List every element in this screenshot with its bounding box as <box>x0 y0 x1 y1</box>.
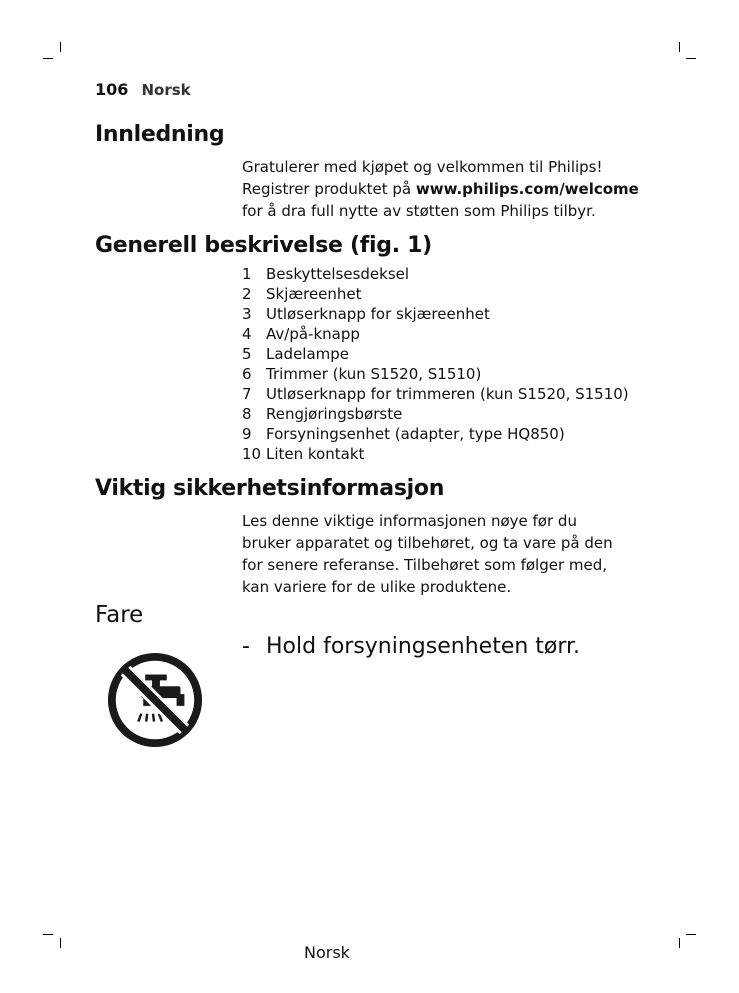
crop-mark <box>60 938 61 948</box>
list-item <box>242 324 629 344</box>
list-item-text: Trimmer (kun S1520, S1510) <box>266 365 482 383</box>
no-water-icon <box>106 651 204 749</box>
intro-line: for å dra full nytte av støtten som Philips tilbyr. <box>242 202 596 220</box>
header-language: Norsk <box>141 81 191 99</box>
list-item <box>242 304 629 324</box>
list-item-number: 5 <box>242 345 252 363</box>
crop-mark <box>43 934 53 935</box>
list-item-number: 3 <box>242 305 252 323</box>
list-item-number: 4 <box>242 325 252 343</box>
list-item-number: 6 <box>242 365 252 383</box>
intro-register-text: Registrer produktet på <box>242 180 416 198</box>
crop-mark <box>686 934 696 935</box>
list-item <box>242 384 629 404</box>
list-item <box>242 444 629 464</box>
list-item-text: Utløserknapp for trimmeren (kun S1520, S1510) <box>266 385 629 403</box>
crop-mark <box>60 42 61 52</box>
page-footer: Norsk <box>304 943 350 962</box>
intro-line <box>242 178 639 200</box>
page-number: 106 <box>95 80 129 99</box>
safety-paragraph <box>242 510 613 598</box>
general-heading: Generell beskrivelse (fig. 1) <box>95 233 432 258</box>
list-item-number: 10 <box>242 445 262 463</box>
list-item <box>242 404 629 424</box>
list-item-text: Beskyttelsesdeksel <box>266 265 410 283</box>
list-item-text: Skjæreenhet <box>266 285 362 303</box>
list-item <box>242 284 629 304</box>
list-item <box>242 364 629 384</box>
safety-line: for senere referanse. Tilbehøret som følger med, <box>242 556 608 574</box>
crop-mark <box>686 58 696 59</box>
philips-url-link[interactable]: www.philips.com/welcome <box>415 180 639 198</box>
page-header <box>95 80 191 99</box>
danger-dash: - <box>242 634 250 659</box>
safety-line: bruker apparatet og tilbehøret, og ta vare på den <box>242 534 613 552</box>
list-item-text: Liten kontakt <box>266 445 365 463</box>
list-item-number: 8 <box>242 405 252 423</box>
safety-heading: Viktig sikkerhetsinformasjon <box>95 476 445 501</box>
list-item-number: 9 <box>242 425 252 443</box>
list-item-number: 7 <box>242 385 252 403</box>
list-item-text: Utløserknapp for skjæreenhet <box>266 305 490 323</box>
list-item <box>242 424 629 444</box>
crop-mark <box>679 42 680 52</box>
intro-line: Gratulerer med kjøpet og velkommen til Philips! <box>242 158 603 176</box>
danger-item <box>242 634 580 659</box>
list-item-text: Av/på-knapp <box>266 325 360 343</box>
crop-mark <box>679 938 680 948</box>
crop-mark <box>43 58 53 59</box>
safety-line: Les denne viktige informasjonen nøye før du <box>242 512 577 530</box>
intro-paragraph <box>242 156 639 222</box>
safety-line: kan variere for de ulike produktene. <box>242 578 512 596</box>
list-item-text: Ladelampe <box>266 345 350 363</box>
list-item <box>242 264 629 284</box>
list-item-text: Forsyningsenhet (adapter, type HQ850) <box>266 425 565 443</box>
list-item-number: 2 <box>242 285 252 303</box>
danger-heading: Fare <box>95 602 144 628</box>
intro-heading: Innledning <box>95 122 225 147</box>
list-item <box>242 344 629 364</box>
parts-list <box>242 264 629 464</box>
list-item-text: Rengjøringsbørste <box>266 405 403 423</box>
list-item-number: 1 <box>242 265 252 283</box>
danger-item-text: Hold forsyningsenheten tørr. <box>266 634 581 659</box>
